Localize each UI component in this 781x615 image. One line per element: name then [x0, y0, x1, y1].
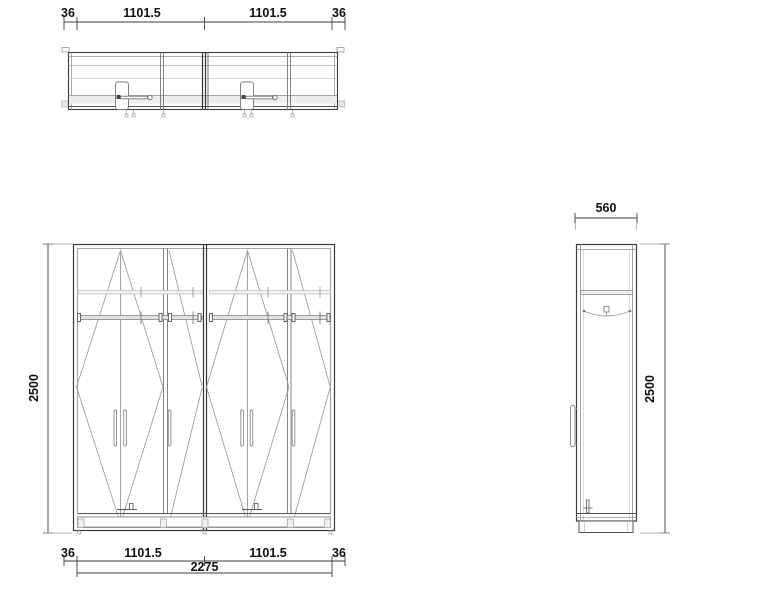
dim-front-left-side: 36 — [61, 546, 75, 560]
front-elevation — [74, 245, 335, 535]
dim-plan-right-module: 1101.5 — [249, 6, 287, 20]
side-elevation — [571, 245, 637, 533]
foot-marks — [78, 531, 333, 534]
dim-plan-left-module: 1101.5 — [123, 6, 161, 20]
dim-front-right-side: 36 — [332, 546, 346, 560]
plan-dimension-row — [64, 17, 345, 30]
dim-side-height: 2500 — [643, 375, 657, 403]
side-depth-dimension — [575, 213, 637, 230]
dim-plan-left-side: 36 — [61, 6, 75, 20]
dim-side-depth: 560 — [595, 201, 617, 215]
front-height-dimension — [43, 244, 72, 533]
dim-front-height: 2500 — [27, 374, 41, 402]
side-shelf — [581, 291, 633, 295]
dim-front-total-width: 2275 — [190, 560, 219, 574]
dim-front-right-module: 1101.5 — [249, 546, 287, 560]
plan-fitting-marks — [125, 110, 294, 117]
dim-plan-right-side: 36 — [332, 6, 346, 20]
dim-front-left-module: 1101.5 — [124, 546, 162, 560]
plan-view — [62, 48, 345, 118]
